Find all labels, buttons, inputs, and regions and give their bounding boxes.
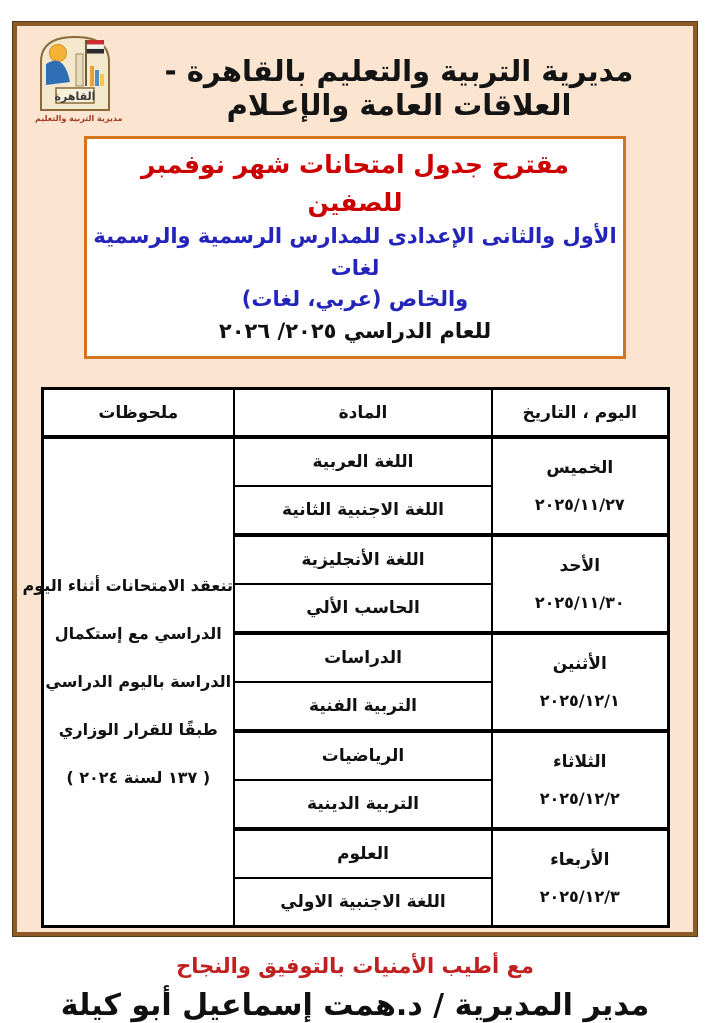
title-line-3: والخاص (عربي، لغات) bbox=[241, 287, 469, 311]
title-line-1: مقترح جدول امتحانات شهر نوفمبر للصفين bbox=[141, 150, 569, 217]
col-header-subject: المادة bbox=[234, 389, 492, 438]
logo-city-label: القاهرة bbox=[54, 90, 96, 103]
subject-cell: الرياضيات bbox=[234, 731, 492, 780]
col-header-day: اليوم ، التاريخ bbox=[492, 389, 668, 438]
day-date: ٢٠٢٥/١١/٢٧ bbox=[534, 495, 625, 515]
subject-cell: اللغة الاجنبية الثانية bbox=[234, 486, 492, 535]
day-cell-tuesday bbox=[492, 731, 668, 829]
cairo-logo-icon bbox=[36, 32, 114, 112]
day-name: الخميس bbox=[546, 457, 614, 478]
subject-cell: العلوم bbox=[234, 829, 492, 878]
sun-icon bbox=[50, 45, 67, 62]
subject-cell: اللغة الاجنبية الاولي bbox=[234, 878, 492, 927]
subject-cell: التربية الفنية bbox=[234, 682, 492, 731]
subject-cell: التربية الدينية bbox=[234, 780, 492, 829]
col-header-notes: ملحوظات bbox=[42, 389, 234, 438]
day-name: الأحد bbox=[559, 555, 601, 576]
subject-cell: الدراسات bbox=[234, 633, 492, 682]
exam-title-box bbox=[84, 136, 626, 359]
director-signature: مدير المديرية / د.همت إسماعيل أبو كيلة bbox=[60, 988, 650, 1023]
table-row bbox=[42, 437, 668, 486]
day-cell-thursday bbox=[492, 437, 668, 535]
directorate-logo bbox=[35, 32, 123, 123]
subject-cell: اللغة العربية bbox=[234, 437, 492, 486]
notes-line: تنعقد الامتحانات أثناء اليوم bbox=[22, 576, 233, 595]
notes-line: الدراسي مع إستكمال bbox=[54, 624, 222, 643]
day-date: ٢٠٢٥/١١/٣٠ bbox=[534, 593, 625, 613]
logo-caption: مديرية التربية والتعليم bbox=[35, 114, 123, 123]
day-name: الثلاثاء bbox=[552, 751, 607, 772]
notes-line: ( ١٣٧ لسنة ٢٠٢٤ ) bbox=[66, 768, 211, 787]
wishes-text: مع أطيب الأمنيات بالتوفيق والنجاح bbox=[176, 954, 534, 978]
exam-schedule-table bbox=[22, 387, 670, 928]
day-date: ٢٠٢٥/١٢/٣ bbox=[539, 887, 620, 907]
day-date: ٢٠٢٥/١٢/١ bbox=[539, 691, 620, 711]
title-line-2: الأول والثانى الإعدادى للمدارس الرسمية والرسمية لغات bbox=[93, 224, 617, 280]
page-title: مديرية التربية والتعليم بالقاهرة - العلاقات العامة والإعـلام bbox=[164, 54, 634, 122]
notes-line: الدراسة باليوم الدراسي bbox=[45, 672, 232, 691]
day-name: الأثنين bbox=[552, 653, 607, 674]
day-cell-wednesday bbox=[492, 829, 668, 927]
subject-cell: اللغة الأنجليزية bbox=[234, 535, 492, 584]
header bbox=[17, 26, 693, 128]
day-date: ٢٠٢٥/١٢/٢ bbox=[539, 789, 620, 809]
day-cell-sunday bbox=[492, 535, 668, 633]
day-cell-monday bbox=[492, 633, 668, 731]
day-name: الأربعاء bbox=[550, 849, 610, 870]
notes-line: طبقًا للقرار الوزاري bbox=[58, 720, 218, 739]
subject-cell: الحاسب الألي bbox=[234, 584, 492, 633]
egypt-flag-icon bbox=[87, 40, 104, 54]
title-line-4: للعام الدراسي ٢٠٢٥/ ٢٠٢٦ bbox=[218, 318, 492, 343]
document-page bbox=[13, 22, 697, 1023]
table-header-row bbox=[42, 389, 668, 438]
footer bbox=[17, 954, 693, 1023]
notes-cell bbox=[22, 437, 234, 927]
